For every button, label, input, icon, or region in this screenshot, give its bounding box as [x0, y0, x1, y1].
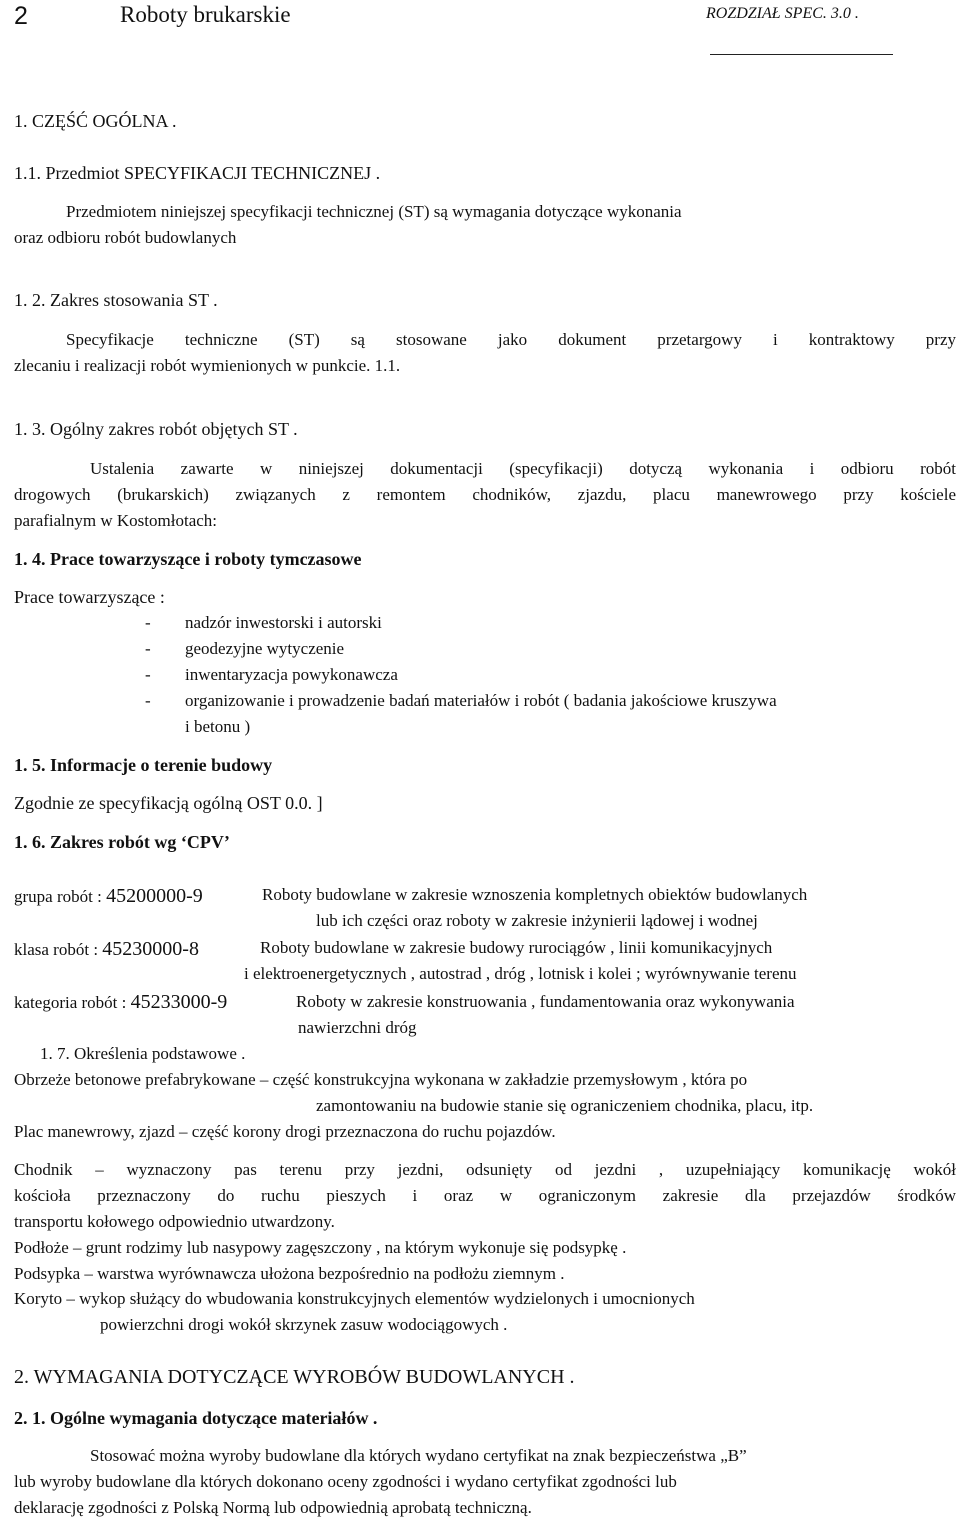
section-2-1-line-3: deklarację zgodności z Polską Normą lub odpowiednią aprobatą techniczną.	[14, 1498, 532, 1517]
list-dash: -	[145, 691, 151, 710]
section-1-heading: 1. CZĘŚĆ OGÓLNA .	[14, 111, 177, 131]
definition-plac: Plac manewrowy, zjazd – część korony drogi przeznaczona do ruchu pojazdów.	[14, 1122, 556, 1141]
list-item: inwentaryzacja powykonawcza	[185, 665, 398, 684]
section-1-6-heading: 1. 6. Zakres robót wg ‘CPV’	[14, 832, 230, 852]
cpv-class-row	[14, 938, 199, 961]
cpv-class-code: 45230000-8	[102, 938, 199, 960]
list-item: geodezyjne wytyczenie	[185, 639, 345, 658]
section-1-1-line-1: Przedmiotem niniejszej specyfikacji technicznej (ST) są wymagania dotyczące wykonania	[66, 202, 682, 221]
definition-podloze: Podłoże – grunt rodzimy lub nasypowy zagęszczony , na którym wykonuje się podsypkę .	[14, 1238, 627, 1257]
list-item-continuation: i betonu )	[185, 717, 251, 736]
cpv-category-description: Roboty w zakresie konstruowania , fundamentowania oraz wykonywania	[296, 992, 795, 1011]
list-dash: -	[145, 639, 151, 658]
list-item: organizowanie i prowadzenie badań materiałów i robót ( badania jakościowe kruszywa	[185, 691, 777, 710]
section-1-1-line-2: oraz odbioru robót budowlanych	[14, 228, 237, 247]
definition-koryto: Koryto – wykop służący do wbudowania konstrukcyjnych elementów wydzielonych i umocnionych	[14, 1289, 695, 1308]
section-1-3-line-1: Ustalenia zawarte w niniejszej dokumentacji (specyfikacji) dotyczą wykonania i odbioru robót	[90, 459, 956, 478]
definition-podsypka: Podsypka – warstwa wyrównawcza ułożona bezpośrednio na podłożu ziemnym .	[14, 1264, 565, 1283]
cpv-category-description-2: nawierzchni dróg	[298, 1018, 417, 1037]
section-1-2-line-2: zlecaniu i realizacji robót wymienionych w punkcie. 1.1.	[14, 356, 401, 375]
cpv-group-description: Roboty budowlane w zakresie wznoszenia kompletnych obiektów budowlanych	[262, 885, 808, 904]
list-item: nadzór inwestorski i autorski	[185, 613, 382, 632]
section-1-4-intro: Prace towarzyszące :	[14, 587, 165, 607]
section-1-2-line-1: Specyfikacje techniczne (ST) są stosowane jako dokument przetargowy i kontraktowy przy	[66, 330, 956, 349]
chapter-label: ROZDZIAŁ SPEC. 3.0 .	[706, 5, 859, 22]
definition-obrzeze: Obrzeże betonowe prefabrykowane – część konstrukcyjna wykonana w zakładzie przemysłowym , która po	[14, 1070, 748, 1089]
header-rule	[710, 54, 893, 55]
section-1-1-heading: 1.1. Przedmiot SPECYFIKACJI TECHNICZNEJ .	[14, 163, 381, 183]
section-1-4-heading: 1. 4. Prace towarzyszące i roboty tymczasowe	[14, 549, 362, 569]
cpv-group-code: 45200000-9	[106, 885, 203, 907]
list-dash: -	[145, 613, 151, 632]
definition-obrzeze-continuation: zamontowaniu na budowie stanie się ograniczeniem chodnika, placu, itp.	[316, 1096, 814, 1115]
cpv-category-label: kategoria robót :	[14, 993, 131, 1012]
cpv-class-description-2: i elektroenergetycznych , autostrad , dróg , lotnisk i kolei ; wyrównywanie terenu	[244, 964, 797, 983]
definition-chodnik: Chodnik – wyznaczony pas terenu przy jezdni, odsunięty od jezdni , uzupełniający komunikację wokół	[14, 1160, 956, 1179]
definition-koryto-continuation: powierzchni drogi wokół skrzynek zasuw wodociągowych .	[100, 1315, 508, 1334]
cpv-category-row	[14, 991, 227, 1014]
section-1-3-line-3: parafialnym w Kostomłotach:	[14, 511, 218, 530]
page-number: 2	[14, 2, 28, 30]
definition-chodnik-line-2: kościoła przeznaczony do ruchu pieszych i oraz w ograniczonym zakresie dla przejazdów środków	[14, 1186, 956, 1205]
section-2-1-heading: 2. 1. Ogólne wymagania dotyczące materiałów .	[14, 1408, 378, 1428]
section-1-3-line-2: drogowych (brukarskich) związanych z remontem chodników, zjazdu, placu manewrowego przy kościele	[14, 485, 956, 504]
cpv-group-label: grupa robót :	[14, 887, 107, 906]
definition-chodnik-line-3: transportu kołowego odpowiednio utwardzony.	[14, 1212, 335, 1231]
section-1-5-text: Zgodnie ze specyfikacją ogólną OST 0.0. ]	[14, 793, 323, 813]
cpv-class-description: Roboty budowlane w zakresie budowy rurociągów , linii komunikacyjnych	[260, 938, 773, 957]
document-title: Roboty brukarskie	[120, 2, 291, 27]
section-2-1-line-1: Stosować można wyroby budowlane dla których wydano certyfikat na znak bezpieczeństwa „B”	[90, 1446, 747, 1465]
section-2-1-line-2: lub wyroby budowlane dla których dokonano oceny zgodności i wydano certyfikat zgodności lub	[14, 1472, 677, 1491]
section-1-5-heading: 1. 5. Informacje o terenie budowy	[14, 755, 273, 775]
section-1-7-heading: 1. 7. Określenia podstawowe .	[40, 1044, 246, 1063]
cpv-category-code: 45233000-9	[130, 991, 228, 1013]
section-2-heading: 2. WYMAGANIA DOTYCZĄCE WYROBÓW BUDOWLANYCH .	[14, 1366, 575, 1388]
cpv-group-description-2: lub ich części oraz roboty w zakresie inżynierii lądowej i wodnej	[316, 911, 758, 930]
section-1-2-heading: 1. 2. Zakres stosowania ST .	[14, 290, 218, 310]
cpv-group-row	[14, 885, 203, 908]
section-1-3-heading: 1. 3. Ogólny zakres robót objętych ST .	[14, 419, 298, 439]
cpv-class-label: klasa robót :	[14, 940, 103, 959]
list-dash: -	[145, 665, 151, 684]
